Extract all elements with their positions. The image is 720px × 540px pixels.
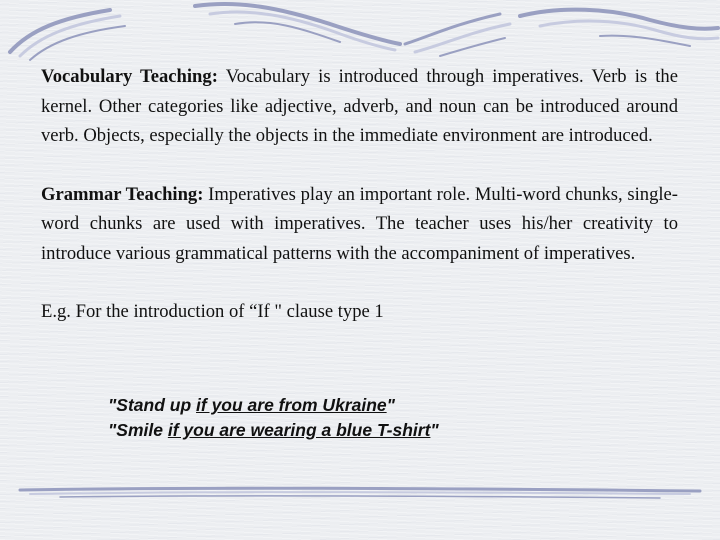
example-quotes: [108, 393, 439, 443]
quote-1-start: "Stand up: [108, 395, 197, 415]
quote-line-2: [108, 418, 439, 443]
grammar-label: Grammar Teaching:: [41, 183, 204, 205]
example-line: E.g. For the introduction of “If " clause type 1: [41, 301, 384, 322]
quote-2-condition: if you are wearing a blue T-shirt: [167, 420, 431, 440]
quote-1-end: ": [386, 395, 395, 415]
slide-content: [41, 62, 678, 327]
vocabulary-paragraph: [41, 62, 678, 151]
quote-2-end: ": [430, 420, 439, 440]
quote-1-condition: if you are from Ukraine: [196, 395, 387, 415]
top-wave-decoration: [0, 0, 720, 70]
grammar-text: Imperatives play an important role. Multi-word chunks, single-word chunks are used with imperatives. The teacher uses his/her creativity to introduce various grammatical patterns with the accompaniment of imperatives.: [41, 183, 678, 264]
quote-line-1: [108, 393, 439, 418]
bottom-line-decoration: [0, 478, 720, 508]
quote-2-start: "Smile: [108, 420, 168, 440]
grammar-paragraph: [41, 180, 678, 269]
vocabulary-text: Vocabulary is introduced through imperatives. Verb is the kernel. Other categories like adjective, adverb, and noun can be introduced around verb. Objects, especially the objects in the immediate environment are introduced.: [41, 66, 678, 146]
vocabulary-label: Vocabulary Teaching:: [41, 66, 218, 87]
